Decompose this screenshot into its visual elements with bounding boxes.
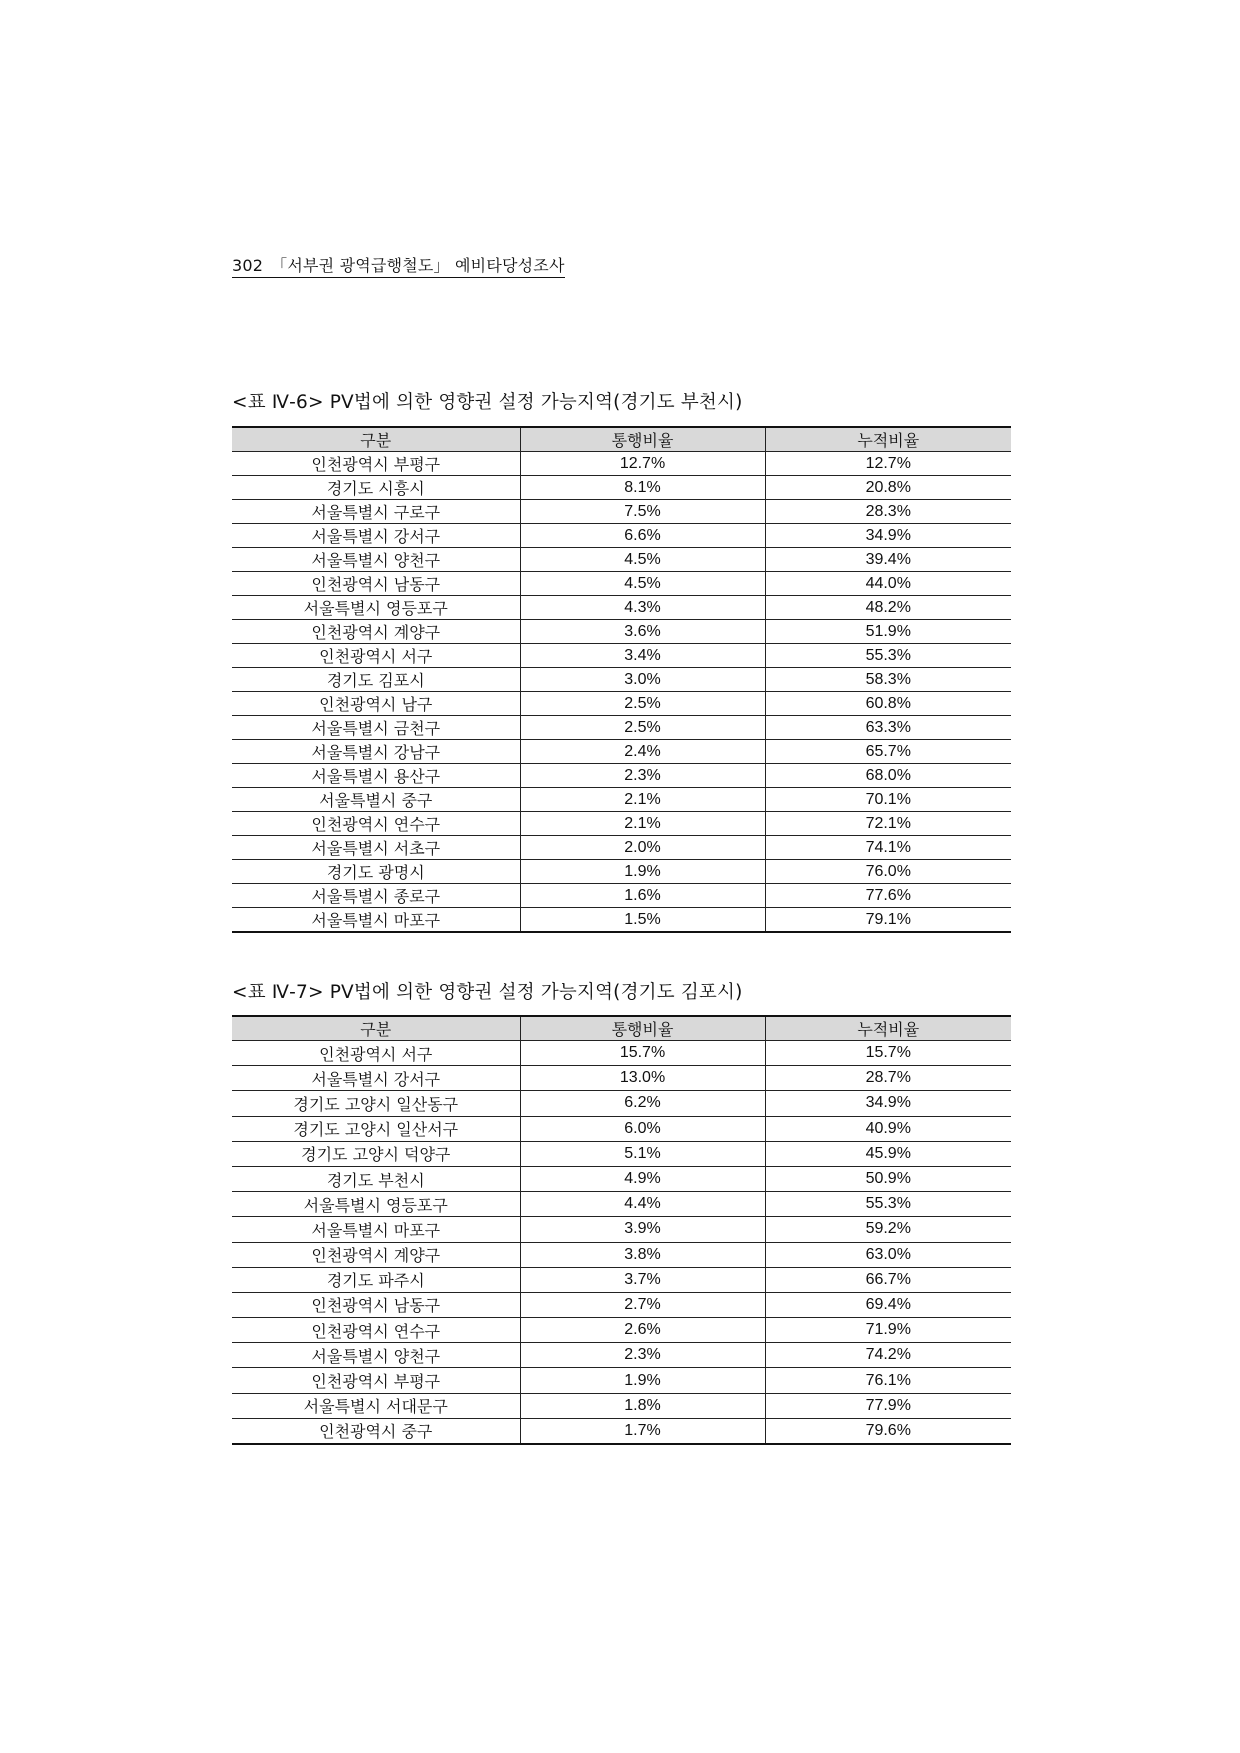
table-row <box>232 572 1011 596</box>
cumulative-ratio-cell: 71.9% <box>765 1318 1011 1343</box>
table-caption-label: <표 Ⅳ-7> <box>232 982 324 1003</box>
cumulative-ratio-cell: 79.1% <box>765 908 1011 933</box>
region-cell: 경기도 부천시 <box>232 1166 520 1191</box>
trip-ratio-cell: 4.4% <box>520 1192 765 1217</box>
region-cell: 인천광역시 연수구 <box>232 1318 520 1343</box>
trip-ratio-cell: 6.0% <box>520 1116 765 1141</box>
column-header-cumulative-ratio: 누적비율 <box>765 427 1011 452</box>
cumulative-ratio-cell: 34.9% <box>765 1091 1011 1116</box>
column-header-trip-ratio: 통행비율 <box>520 1016 765 1041</box>
region-cell: 서울특별시 구로구 <box>232 500 520 524</box>
table-row <box>232 1242 1011 1267</box>
trip-ratio-cell: 4.5% <box>520 572 765 596</box>
table-row <box>232 716 1011 740</box>
trip-ratio-cell: 3.4% <box>520 644 765 668</box>
region-cell: 경기도 고양시 일산동구 <box>232 1091 520 1116</box>
column-header-cumulative-ratio: 누적비율 <box>765 1016 1011 1041</box>
cumulative-ratio-cell: 60.8% <box>765 692 1011 716</box>
table-caption-title: PV법에 의한 영향권 설정 가능지역(경기도 부천시) <box>329 392 743 413</box>
table-row <box>232 1066 1011 1091</box>
cumulative-ratio-cell: 28.3% <box>765 500 1011 524</box>
trip-ratio-cell: 2.1% <box>520 812 765 836</box>
trip-ratio-cell: 1.9% <box>520 1368 765 1393</box>
trip-ratio-cell: 3.0% <box>520 668 765 692</box>
region-cell: 인천광역시 부평구 <box>232 452 520 476</box>
cumulative-ratio-cell: 51.9% <box>765 620 1011 644</box>
region-cell: 인천광역시 서구 <box>232 644 520 668</box>
table-row <box>232 1192 1011 1217</box>
trip-ratio-cell: 3.7% <box>520 1267 765 1292</box>
table-row <box>232 764 1011 788</box>
region-cell: 인천광역시 중구 <box>232 1418 520 1444</box>
cumulative-ratio-cell: 76.1% <box>765 1368 1011 1393</box>
column-header-category: 구분 <box>232 1016 520 1041</box>
table-row <box>232 1267 1011 1292</box>
region-cell: 인천광역시 계양구 <box>232 1242 520 1267</box>
cumulative-ratio-cell: 72.1% <box>765 812 1011 836</box>
trip-ratio-cell: 4.5% <box>520 548 765 572</box>
region-cell: 경기도 고양시 덕양구 <box>232 1141 520 1166</box>
table-header-row <box>232 427 1011 452</box>
cumulative-ratio-cell: 48.2% <box>765 596 1011 620</box>
trip-ratio-cell: 1.8% <box>520 1393 765 1418</box>
trip-ratio-cell: 2.5% <box>520 716 765 740</box>
trip-ratio-cell: 6.2% <box>520 1091 765 1116</box>
table-row <box>232 1091 1011 1116</box>
table-caption-title: PV법에 의한 영향권 설정 가능지역(경기도 김포시) <box>329 982 743 1003</box>
cumulative-ratio-cell: 40.9% <box>765 1116 1011 1141</box>
trip-ratio-cell: 8.1% <box>520 476 765 500</box>
region-cell: 인천광역시 부평구 <box>232 1368 520 1393</box>
trip-ratio-cell: 1.5% <box>520 908 765 933</box>
cumulative-ratio-cell: 39.4% <box>765 548 1011 572</box>
cumulative-ratio-cell: 12.7% <box>765 452 1011 476</box>
cumulative-ratio-cell: 59.2% <box>765 1217 1011 1242</box>
table-row <box>232 668 1011 692</box>
region-cell: 서울특별시 강남구 <box>232 740 520 764</box>
cumulative-ratio-cell: 44.0% <box>765 572 1011 596</box>
trip-ratio-cell: 4.9% <box>520 1166 765 1191</box>
trip-ratio-cell: 12.7% <box>520 452 765 476</box>
table-row <box>232 1166 1011 1191</box>
cumulative-ratio-cell: 55.3% <box>765 1192 1011 1217</box>
trip-ratio-cell: 1.6% <box>520 884 765 908</box>
region-cell: 인천광역시 남동구 <box>232 572 520 596</box>
cumulative-ratio-cell: 70.1% <box>765 788 1011 812</box>
region-cell: 서울특별시 서대문구 <box>232 1393 520 1418</box>
table-header-row <box>232 1016 1011 1041</box>
cumulative-ratio-cell: 63.3% <box>765 716 1011 740</box>
trip-ratio-cell: 3.9% <box>520 1217 765 1242</box>
cumulative-ratio-cell: 76.0% <box>765 860 1011 884</box>
trip-ratio-cell: 15.7% <box>520 1041 765 1066</box>
table-bucheon-influence <box>232 426 1011 933</box>
trip-ratio-cell: 2.7% <box>520 1292 765 1317</box>
cumulative-ratio-cell: 58.3% <box>765 668 1011 692</box>
table-row <box>232 1292 1011 1317</box>
region-cell: 서울특별시 양천구 <box>232 548 520 572</box>
table-row <box>232 812 1011 836</box>
table-row <box>232 1318 1011 1343</box>
region-cell: 서울특별시 양천구 <box>232 1343 520 1368</box>
trip-ratio-cell: 2.0% <box>520 836 765 860</box>
cumulative-ratio-cell: 77.9% <box>765 1393 1011 1418</box>
region-cell: 서울특별시 금천구 <box>232 716 520 740</box>
trip-ratio-cell: 3.8% <box>520 1242 765 1267</box>
region-cell: 인천광역시 남동구 <box>232 1292 520 1317</box>
trip-ratio-cell: 6.6% <box>520 524 765 548</box>
table-row <box>232 524 1011 548</box>
table-caption-label: <표 Ⅳ-6> <box>232 392 324 413</box>
table-row <box>232 644 1011 668</box>
region-cell: 서울특별시 용산구 <box>232 764 520 788</box>
table-row <box>232 1393 1011 1418</box>
region-cell: 인천광역시 서구 <box>232 1041 520 1066</box>
cumulative-ratio-cell: 74.1% <box>765 836 1011 860</box>
region-cell: 서울특별시 강서구 <box>232 524 520 548</box>
table-row <box>232 620 1011 644</box>
table-row <box>232 1041 1011 1066</box>
region-cell: 경기도 시흥시 <box>232 476 520 500</box>
region-cell: 인천광역시 계양구 <box>232 620 520 644</box>
column-header-category: 구분 <box>232 427 520 452</box>
cumulative-ratio-cell: 77.6% <box>765 884 1011 908</box>
trip-ratio-cell: 5.1% <box>520 1141 765 1166</box>
cumulative-ratio-cell: 63.0% <box>765 1242 1011 1267</box>
cumulative-ratio-cell: 55.3% <box>765 644 1011 668</box>
table-row <box>232 740 1011 764</box>
cumulative-ratio-cell: 34.9% <box>765 524 1011 548</box>
cumulative-ratio-cell: 20.8% <box>765 476 1011 500</box>
cumulative-ratio-cell: 69.4% <box>765 1292 1011 1317</box>
table-row <box>232 692 1011 716</box>
region-cell: 서울특별시 종로구 <box>232 884 520 908</box>
region-cell: 서울특별시 마포구 <box>232 1217 520 1242</box>
trip-ratio-cell: 2.5% <box>520 692 765 716</box>
cumulative-ratio-cell: 65.7% <box>765 740 1011 764</box>
trip-ratio-cell: 2.1% <box>520 788 765 812</box>
cumulative-ratio-cell: 66.7% <box>765 1267 1011 1292</box>
table-row <box>232 500 1011 524</box>
cumulative-ratio-cell: 74.2% <box>765 1343 1011 1368</box>
table-row <box>232 1343 1011 1368</box>
table-row <box>232 788 1011 812</box>
cumulative-ratio-cell: 68.0% <box>765 764 1011 788</box>
region-cell: 경기도 김포시 <box>232 668 520 692</box>
trip-ratio-cell: 1.9% <box>520 860 765 884</box>
table-caption-2 <box>232 978 743 1004</box>
report-title: 「서부권 광역급행철도」 예비타당성조사 <box>271 256 565 275</box>
cumulative-ratio-cell: 79.6% <box>765 1418 1011 1444</box>
table-row <box>232 1418 1011 1444</box>
page-header <box>232 253 565 278</box>
region-cell: 경기도 고양시 일산서구 <box>232 1116 520 1141</box>
region-cell: 서울특별시 강서구 <box>232 1066 520 1091</box>
table-row <box>232 476 1011 500</box>
trip-ratio-cell: 1.7% <box>520 1418 765 1444</box>
table-row <box>232 548 1011 572</box>
trip-ratio-cell: 7.5% <box>520 500 765 524</box>
region-cell: 서울특별시 중구 <box>232 788 520 812</box>
table-row <box>232 1116 1011 1141</box>
trip-ratio-cell: 4.3% <box>520 596 765 620</box>
table-row <box>232 860 1011 884</box>
trip-ratio-cell: 2.3% <box>520 1343 765 1368</box>
trip-ratio-cell: 13.0% <box>520 1066 765 1091</box>
trip-ratio-cell: 2.6% <box>520 1318 765 1343</box>
cumulative-ratio-cell: 45.9% <box>765 1141 1011 1166</box>
cumulative-ratio-cell: 15.7% <box>765 1041 1011 1066</box>
cumulative-ratio-cell: 28.7% <box>765 1066 1011 1091</box>
table-row <box>232 596 1011 620</box>
region-cell: 서울특별시 서초구 <box>232 836 520 860</box>
region-cell: 서울특별시 마포구 <box>232 908 520 933</box>
table-row <box>232 1141 1011 1166</box>
table-caption-1 <box>232 388 743 414</box>
table-row <box>232 884 1011 908</box>
region-cell: 인천광역시 연수구 <box>232 812 520 836</box>
table-row <box>232 908 1011 933</box>
region-cell: 경기도 광명시 <box>232 860 520 884</box>
trip-ratio-cell: 2.4% <box>520 740 765 764</box>
region-cell: 경기도 파주시 <box>232 1267 520 1292</box>
cumulative-ratio-cell: 50.9% <box>765 1166 1011 1191</box>
table-row <box>232 836 1011 860</box>
trip-ratio-cell: 2.3% <box>520 764 765 788</box>
region-cell: 인천광역시 남구 <box>232 692 520 716</box>
table-row <box>232 1217 1011 1242</box>
table-row <box>232 1368 1011 1393</box>
trip-ratio-cell: 3.6% <box>520 620 765 644</box>
column-header-trip-ratio: 통행비율 <box>520 427 765 452</box>
page-number: 302 <box>232 256 264 275</box>
table-row <box>232 452 1011 476</box>
region-cell: 서울특별시 영등포구 <box>232 596 520 620</box>
region-cell: 서울특별시 영등포구 <box>232 1192 520 1217</box>
table-gimpo-influence <box>232 1015 1011 1445</box>
